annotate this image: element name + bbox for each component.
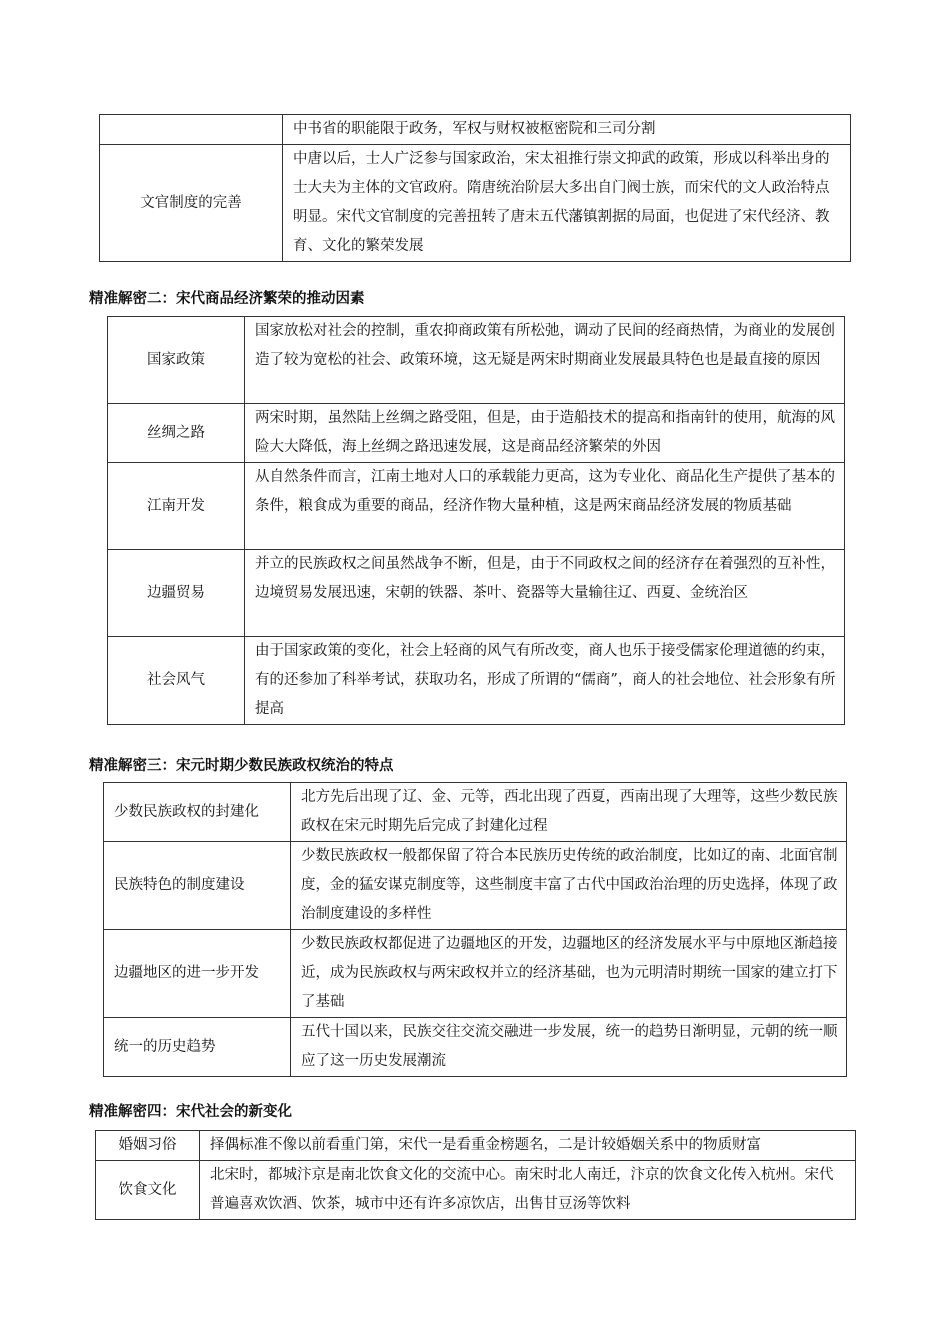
row-label: 婚姻习俗 <box>96 1131 200 1161</box>
row-text: 中唐以后，士人广泛参与国家政治，宋太祖推行崇文抑武的政策，形成以科举出身的士大夫为主体的文官政府。隋唐统治阶层大多出自门阀士族，而宋代的文人政治特点明显。宋代文官制度的完善扭转了唐末五代藩镇割据的局面，也促进了宋代经济、教育、文化的繁荣发展 <box>283 145 851 262</box>
row-label: 少数民族政权的封建化 <box>104 783 291 842</box>
row-label: 边疆地区的进一步开发 <box>104 930 291 1018</box>
row-text: 北方先后出现了辽、金、元等，西北出现了西夏，西南出现了大理等，这些少数民族政权在宋元时期先后完成了封建化过程 <box>291 783 847 842</box>
table-row <box>108 463 845 550</box>
row-label: 饮食文化 <box>96 1161 200 1220</box>
table-social-changes <box>95 1130 856 1220</box>
row-label: 江南开发 <box>108 463 245 550</box>
row-text: 由于国家政策的变化，社会上轻商的风气有所改变，商人也乐于接受儒家伦理道德的约束，有的还参加了科举考试，获取功名，形成了所谓的“儒商”，商人的社会地位、社会形象有所提高 <box>245 637 845 725</box>
table-row <box>104 1018 847 1077</box>
table-row <box>108 317 845 404</box>
table-commodity-economy <box>107 316 845 725</box>
table-government-system <box>99 114 851 262</box>
table-row <box>100 115 851 145</box>
table-minority-regimes <box>103 782 847 1077</box>
section-heading-4: 精准解密四：宋代社会的新变化 <box>89 1104 292 1120</box>
row-label: 统一的历史趋势 <box>104 1018 291 1077</box>
row-text: 五代十国以来，民族交往交流交融进一步发展，统一的趋势日渐明显，元朝的统一顺应了这一历史发展潮流 <box>291 1018 847 1077</box>
row-text: 少数民族政权都促进了边疆地区的开发，边疆地区的经济发展水平与中原地区渐趋接近，成为民族政权与两宋政权并立的经济基础，也为元明清时期统一国家的建立打下了基础 <box>291 930 847 1018</box>
row-label: 民族特色的制度建设 <box>104 842 291 930</box>
row-text: 少数民族政权一般都保留了符合本民族历史传统的政治制度，比如辽的南、北面官制度，金的猛安谋克制度等，这些制度丰富了古代中国政治治理的历史选择，体现了政治制度建设的多样性 <box>291 842 847 930</box>
row-label: 文官制度的完善 <box>100 145 283 262</box>
row-text: 从自然条件而言，江南土地对人口的承载能力更高，这为专业化、商品化生产提供了基本的条件，粮食成为重要的商品，经济作物大量种植，这是两宋商品经济发展的物质基础 <box>245 463 845 550</box>
table-row <box>104 842 847 930</box>
row-label: 社会风气 <box>108 637 245 725</box>
row-text: 并立的民族政权之间虽然战争不断，但是，由于不同政权之间的经济存在着强烈的互补性，边境贸易发展迅速，宋朝的铁器、茶叶、瓷器等大量输往辽、西夏、金统治区 <box>245 550 845 637</box>
row-text: 两宋时期，虽然陆上丝绸之路受阻，但是，由于造船技术的提高和指南针的使用，航海的风险大大降低，海上丝绸之路迅速发展，这是商品经济繁荣的外因 <box>245 404 845 463</box>
section-heading-3: 精准解密三：宋元时期少数民族政权统治的特点 <box>89 758 394 774</box>
table-row <box>96 1161 856 1220</box>
row-text: 中书省的职能限于政务，军权与财权被枢密院和三司分割 <box>283 115 851 145</box>
table-row <box>100 145 851 262</box>
row-text: 择偶标准不像以前看重门第，宋代一是看重金榜题名，二是计较婚姻关系中的物质财富 <box>200 1131 856 1161</box>
row-label: 边疆贸易 <box>108 550 245 637</box>
row-label: 丝绸之路 <box>108 404 245 463</box>
row-label <box>100 115 283 145</box>
table-row <box>108 404 845 463</box>
table-row <box>104 930 847 1018</box>
table-row <box>108 637 845 725</box>
table-row <box>96 1131 856 1161</box>
table-row <box>108 550 845 637</box>
section-heading-2: 精准解密二：宋代商品经济繁荣的推动因素 <box>89 291 365 307</box>
row-text: 北宋时，都城汴京是南北饮食文化的交流中心。南宋时北人南迁，汴京的饮食文化传入杭州。宋代普遍喜欢饮酒、饮茶，城市中还有许多凉饮店，出售甘豆汤等饮料 <box>200 1161 856 1220</box>
row-text: 国家放松对社会的控制，重农抑商政策有所松弛，调动了民间的经商热情，为商业的发展创造了较为宽松的社会、政策环境，这无疑是两宋时期商业发展最具特色也是最直接的原因 <box>245 317 845 404</box>
row-label: 国家政策 <box>108 317 245 404</box>
table-row <box>104 783 847 842</box>
